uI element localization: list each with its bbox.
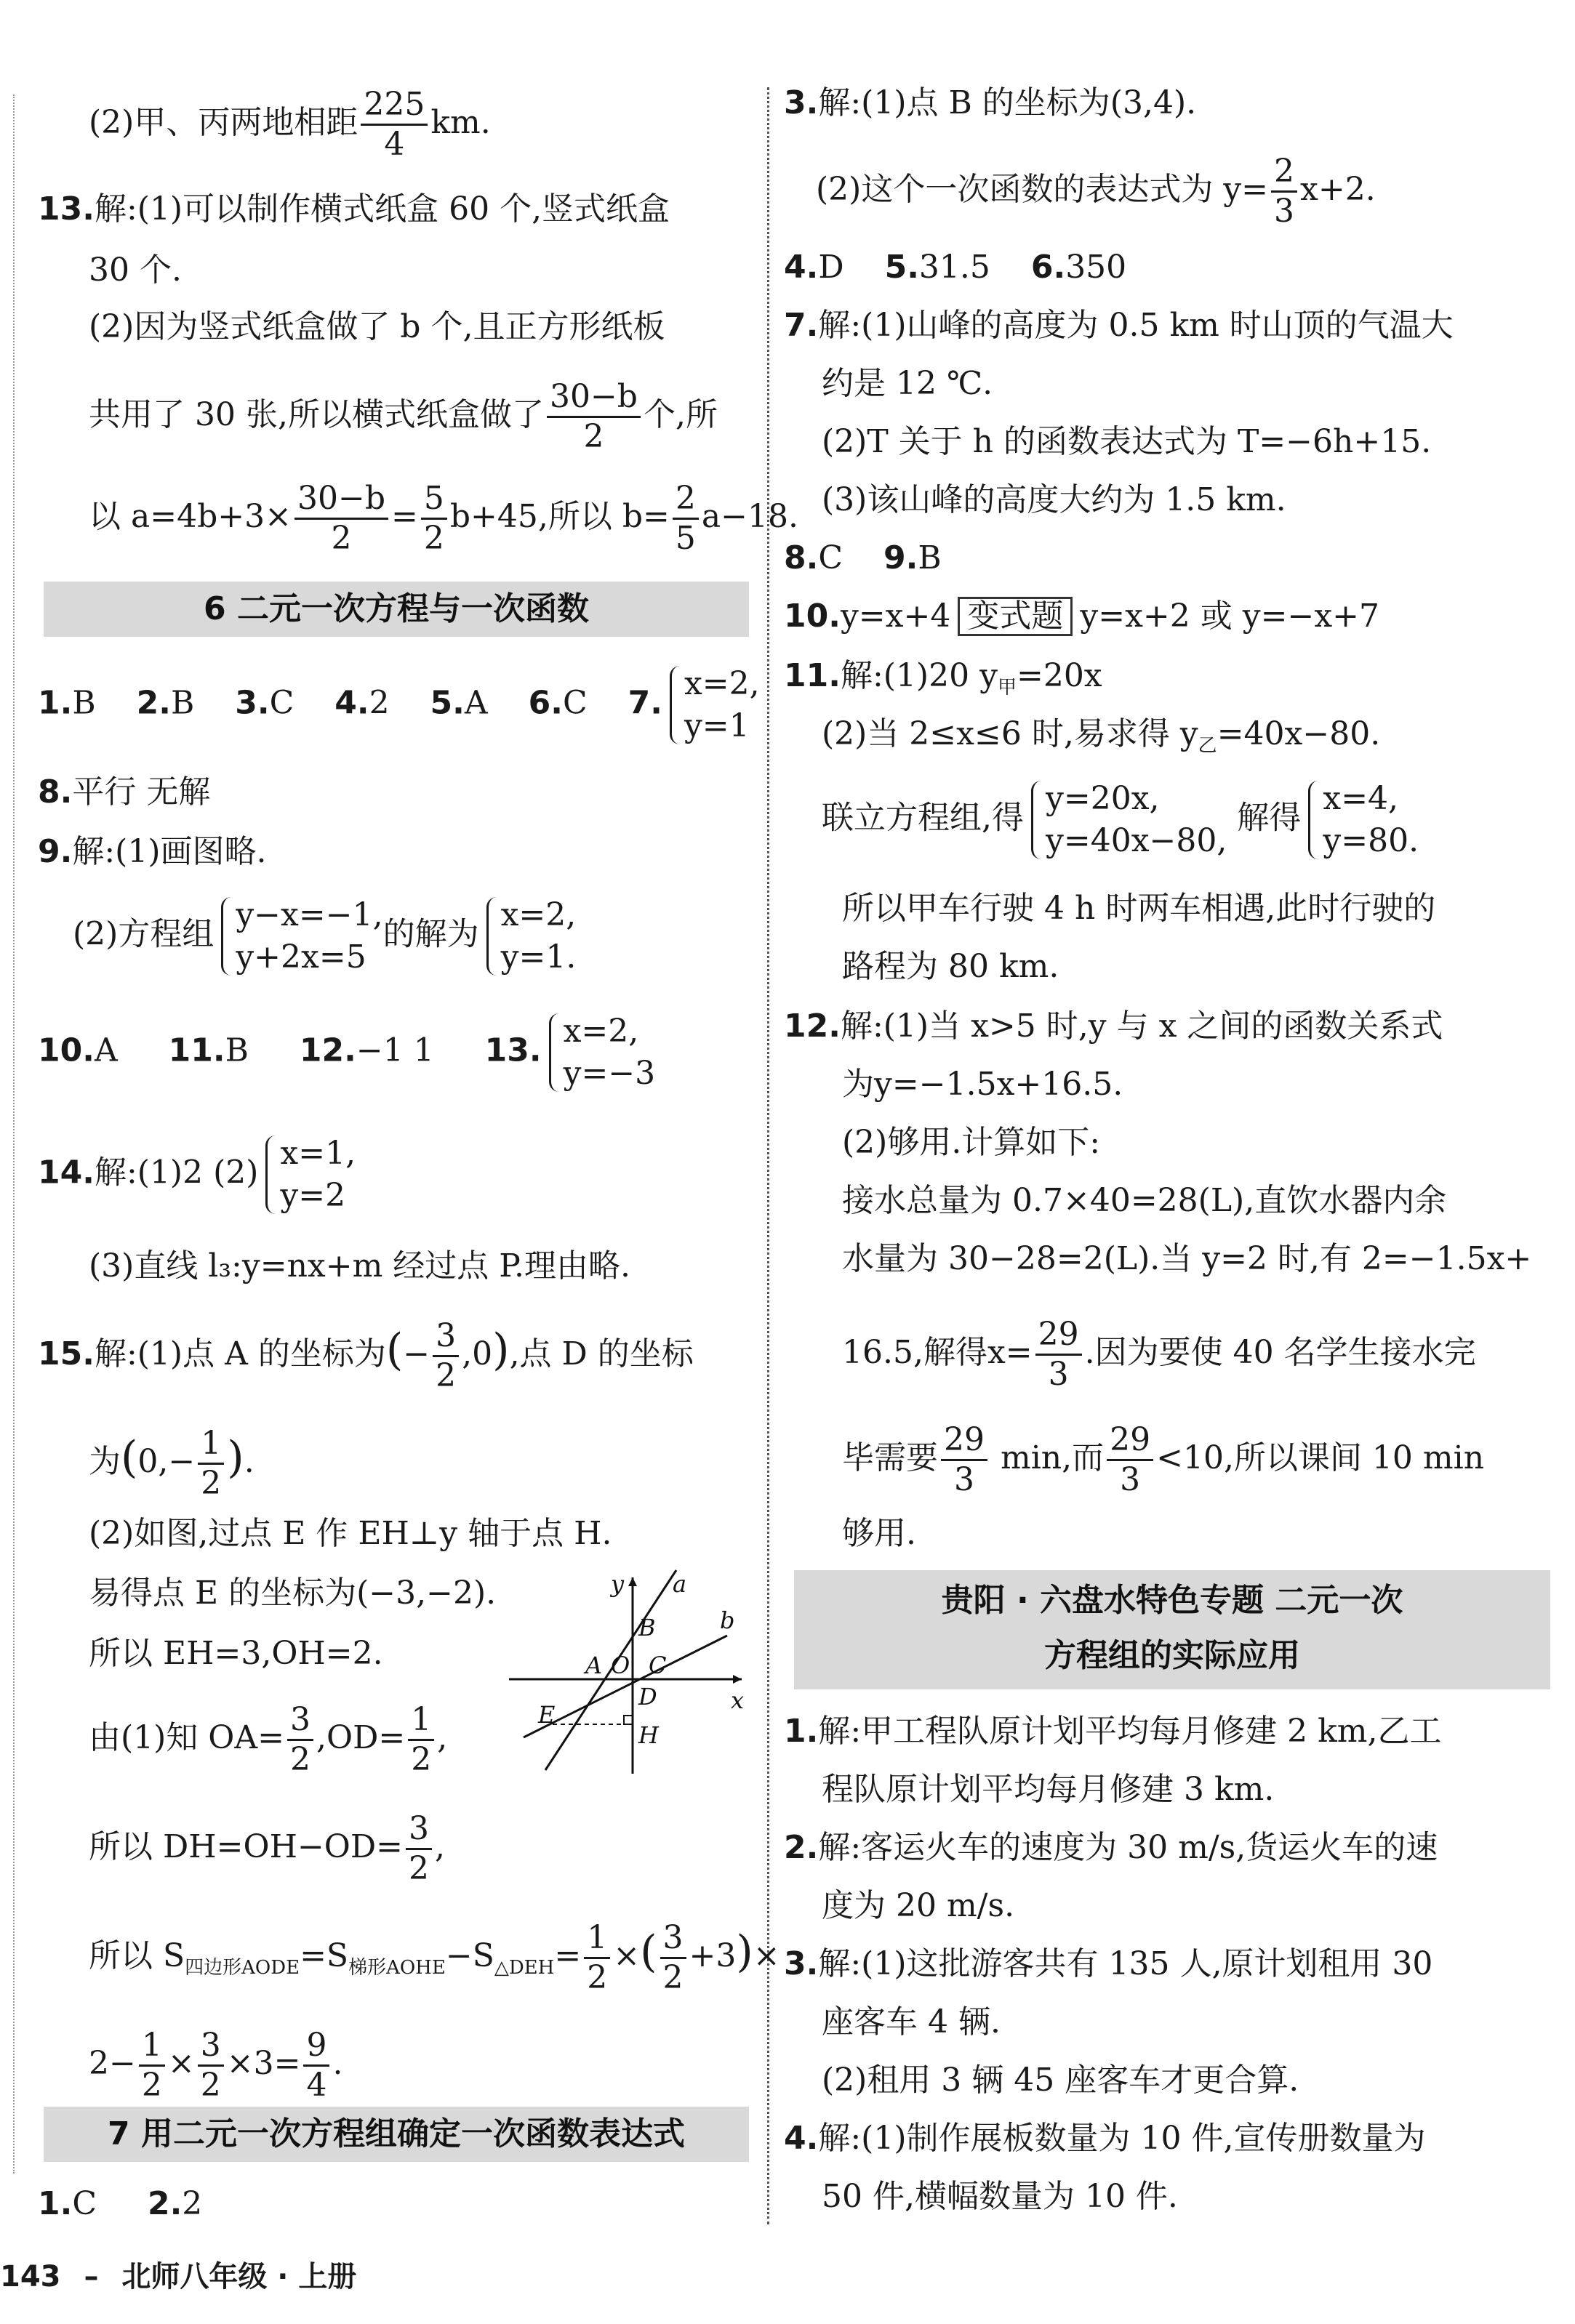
page-footer: 143 – 北师八年级 · 上册 (0, 2260, 357, 2293)
q7-line1: 7.解:(1)山峰的高度为 0.5 km 时山顶的气温大 (784, 307, 1454, 344)
g2-line2: 度为 20 m/s. (822, 1887, 1015, 1924)
g1-line2: 程队原计划平均每月修建 3 km. (822, 1771, 1275, 1808)
q12-line3: 接水总量为 0.7×40=28(L),直饮水器内余 (842, 1182, 1447, 1219)
page-number: 143 (0, 2260, 61, 2293)
label-H: H (638, 1721, 659, 1749)
answers-row-4-6: 4.D 5.31.5 6.350 (784, 249, 1127, 286)
label-B: B (638, 1614, 656, 1641)
q15-line6: 由(1)知 OA= $\frac{3}{2}$ ,OD= $\frac{1}{2}$ , (89, 1701, 448, 1778)
label-y: y (611, 1570, 625, 1598)
g3-line3: (2)租用 3 辆 45 座客车才更合算. (822, 2062, 1299, 2099)
q12-line1b: 为y=−1.5x+16.5. (842, 1066, 1123, 1103)
q10: 10.y=x+4 变式题 y=x+2 或 y=−x+7 (784, 598, 1379, 635)
label-a: a (673, 1570, 687, 1598)
q12-line1: 12.解:(1)当 x>5 时,y 与 x 之间的函数关系式 (784, 1008, 1443, 1045)
x-axis-arrow (733, 1675, 742, 1684)
label-C: C (649, 1652, 667, 1679)
q13-line1: 13.解:(1)可以制作横式纸盒 60 个,竖式纸盒 (38, 190, 670, 228)
q15-line8: 所以 $S_{四边形AODE}=S_{梯形AOHE}-S_{\triangle DEH}=$ $\frac{1}{2}$ ×( $\frac{3}{2}$ +3)× (89, 1919, 780, 1996)
label-D: D (638, 1683, 657, 1710)
label-b: b (720, 1607, 735, 1634)
q11-line5: 路程为 80 km. (842, 948, 1059, 985)
g1-line1: 1.解:甲工程队原计划平均每月修建 2 km,乙工 (784, 1713, 1442, 1750)
q3-line2: (2)这个一次函数的表达式为 y= $\frac{2}{3}$ x+2. (816, 153, 1376, 230)
q12-part2: (2)甲、丙两地相距 $\frac{225}{4}$ km. (89, 86, 491, 163)
answers-row-10-13: 10.A 11.B 12.−1 1 13. x=2, y=−3 (38, 1010, 655, 1095)
q7-line2: (2)T 关于 h 的函数表达式为 T=−6h+15. (822, 423, 1432, 460)
label-x: x (731, 1686, 745, 1714)
g3-line1: 3.解:(1)这批游客共有 135 人,原计划租用 30 (784, 1945, 1433, 1982)
q13-line1b: 30 个. (89, 252, 182, 289)
right-angle-mark (624, 1716, 633, 1724)
q15-line1: 15.解:(1)点 A 的坐标为(− $\frac{3}{2}$ ,0),点 D 的坐标 (38, 1317, 694, 1394)
answers-row-last: 1.C 2.2 (38, 2185, 203, 2222)
equation-system: x=2, y=1 (667, 663, 760, 747)
fraction: $\frac{225}{4}$ (361, 86, 428, 164)
label-E: E (538, 1701, 556, 1729)
q11-line4: 所以甲车行驶 4 h 时两车相遇,此时行驶的 (842, 890, 1436, 927)
label-O: O (611, 1652, 630, 1679)
q12-line6: 毕需要 $\frac{29}{3}$ min,而 $\frac{29}{3}$ <10,所以课间 10 min (842, 1421, 1485, 1498)
q8: 8.平行 无解 (38, 773, 211, 811)
g3-line2: 座客车 4 辆. (822, 2003, 1001, 2040)
q14-line1: 14.解:(1)2 (2) x=1, y=2 (38, 1133, 356, 1217)
q15-line2: 为(0,− $\frac{1}{2}$ ). (89, 1425, 255, 1502)
g2-line1: 2.解:客运火车的速度为 30 m/s,货运火车的速 (784, 1829, 1438, 1866)
q13-line2: (2)因为竖式纸盒做了 b 个,且正方形纸板 (89, 308, 665, 345)
coordinate-figure (509, 1563, 756, 1774)
book-title: 北师八年级 · 上册 (121, 2260, 357, 2293)
q15-line3: (2)如图,过点 E 作 EH⊥y 轴于点 H. (89, 1515, 612, 1552)
q11-line3: 联立方程组,得 y=20x, y=40x−80, 解得 x=4, y=80. (822, 778, 1419, 862)
q12-line2: (2)够用.计算如下: (842, 1124, 1101, 1161)
column-divider (767, 87, 769, 2224)
q9-line1: 9.解:(1)画图略. (38, 833, 267, 870)
q12-line7: 够用. (842, 1515, 916, 1552)
variant-question-tag: 变式题 (958, 597, 1073, 636)
q7-line3: (3)该山峰的高度大约为 1.5 km. (822, 481, 1286, 518)
answers-row-8-9: 8.C 9.B (784, 539, 942, 576)
section-banner-guiyang: 贵阳 · 六盘水特色专题 二元一次 方程组的实际应用 (794, 1570, 1550, 1689)
q13-line3: 共用了 30 张,所以横式纸盒做了 $\frac{30-b}{2}$ 个,所 (89, 378, 718, 455)
g4-line1: 4.解:(1)制作展板数量为 10 件,宣传册数量为 (784, 2120, 1426, 2157)
section-banner-7: 7 用二元一次方程组确定一次函数表达式 (44, 2107, 749, 2162)
q15-line4: 易得点 E 的坐标为(−3,−2). (89, 1575, 497, 1612)
q14-line3: (3)直线 l₃:y=nx+m 经过点 P.理由略. (89, 1247, 630, 1284)
g4-line2: 50 件,横幅数量为 10 件. (822, 2178, 1178, 2215)
q7-line1b: 约是 12 ℃. (822, 365, 993, 402)
q15-line7: 所以 DH=OH−OD= $\frac{3}{2}$ , (89, 1810, 446, 1887)
q15-line5: 所以 EH=3,OH=2. (89, 1635, 383, 1672)
y-axis-arrow (628, 1577, 637, 1586)
section-banner-6: 6 二元一次方程与一次函数 (44, 582, 749, 637)
left-margin-dots (13, 95, 15, 2174)
q13-line4: 以 a=4b+3× $\frac{30-b}{2}$ = $\frac{5}{2}$ b+45,所以 b= $\frac{2}{5}$ a−18. (89, 480, 798, 557)
q9-line2: (2)方程组 y−x=−1, y+2x=5 的解为 x=2, y=1. (73, 894, 576, 978)
q12-line5: 16.5,解得x= $\frac{29}{3}$ .因为要使 40 名学生接水完 (842, 1316, 1476, 1393)
q11-line2: (2)当 2≤x≤6 时,易求得 $y_乙=40x-80$. (822, 715, 1381, 757)
answers-row-1-7: 1.B 2.B 3.C 4.2 5.A 6.C 7. x=2, y=1 (38, 663, 760, 747)
q15-line9: 2− $\frac{1}{2}$ × $\frac{3}{2}$ ×3= $\frac{9}{4}$ . (89, 2027, 343, 2104)
q3-line1: 3.解:(1)点 B 的坐标为(3,4). (784, 84, 1197, 121)
q11-line1: 11.解:(1)20 $y_甲=20x$ (784, 657, 1102, 699)
label-A: A (585, 1652, 603, 1679)
q12-line4: 水量为 30−28=2(L).当 y=2 时,有 2=−1.5x+ (842, 1240, 1532, 1277)
